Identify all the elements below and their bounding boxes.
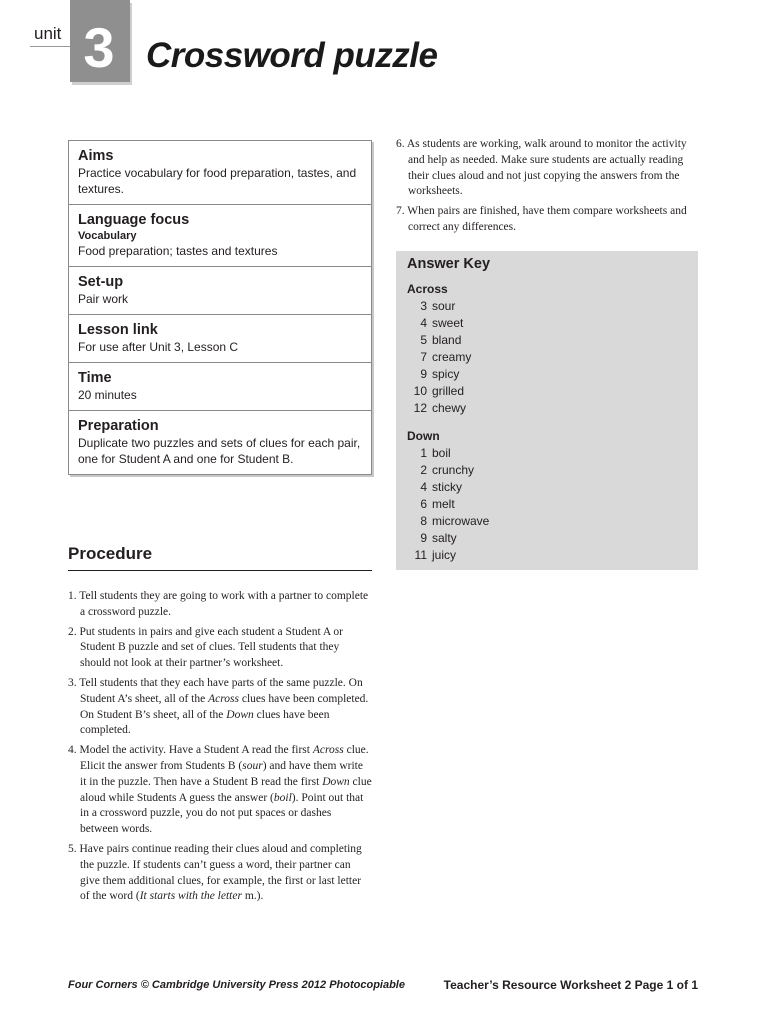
step-text: 7. When pairs are finished, have them compare worksheets and correct any differences. — [396, 205, 687, 233]
clue-number: 2 — [420, 463, 427, 477]
answer-word: bland — [432, 333, 462, 347]
preparation-section — [69, 411, 371, 474]
answer-word: juicy — [432, 548, 457, 562]
lesson-link-heading: Lesson link — [78, 322, 158, 338]
procedure-step — [68, 589, 372, 621]
answer-key-box — [396, 251, 698, 570]
preparation-heading: Preparation — [78, 418, 159, 434]
step-text: 6. As students are working, walk around to monitor the activity and help as needed. Make sure students are actually reading their clues aloud and not just copying the answers from the worksheets. — [396, 138, 687, 198]
clue-number: 3 — [420, 299, 427, 313]
down-heading: Down — [407, 429, 440, 443]
emphasis-text: sour — [242, 759, 263, 772]
procedure-steps-continued — [396, 137, 702, 240]
answer-word: crunchy — [432, 463, 475, 477]
answer-key-title: Answer Key — [407, 256, 491, 272]
answer-word: grilled — [432, 384, 465, 398]
step-text: ). Point out that in a crossword puzzle, you do not put spaces or dashes between words. — [80, 791, 364, 836]
answer-row — [407, 547, 607, 564]
answer-word: sticky — [432, 480, 462, 494]
clue-number: 4 — [420, 316, 427, 330]
setup-section — [69, 267, 371, 315]
procedure-step — [68, 625, 372, 672]
aims-heading: Aims — [78, 148, 114, 164]
across-answers — [407, 281, 607, 417]
answer-row — [407, 315, 607, 332]
step-text: 2. Put students in pairs and give each student a Student A or Student B puzzle and set of clues. Tell students that they should not look at their partner’s worksheet. — [68, 625, 344, 670]
footer-copyright: Four Corners © Cambridge University Press 2012 Photocopiable — [68, 979, 405, 991]
lesson-link-section — [69, 315, 371, 363]
answer-word: creamy — [432, 350, 472, 364]
emphasis-text: It starts with the letter — [139, 890, 242, 903]
procedure-heading: Procedure — [68, 544, 153, 563]
answer-row — [407, 383, 607, 400]
step-text: m.). — [241, 890, 264, 903]
clue-number: 8 — [420, 514, 427, 528]
answer-row — [407, 298, 607, 315]
procedure-step — [68, 676, 372, 739]
step-text: clues have been completed. On Student B’s sheet, all of the — [80, 692, 369, 721]
emphasis-text: Down — [226, 708, 254, 721]
answer-row — [407, 479, 607, 496]
down-list — [407, 445, 607, 564]
clue-number: 7 — [420, 350, 427, 364]
setup-text: Pair work — [78, 292, 129, 306]
step-text: ) and have them write it in the puzzle. Then have a Student B read the first — [80, 759, 363, 788]
time-text: 20 minutes — [78, 388, 137, 402]
step-text: clues have been completed. — [80, 708, 330, 737]
lesson-link-text: For use after Unit 3, Lesson C — [78, 340, 239, 354]
across-list — [407, 298, 607, 417]
procedure-steps — [68, 589, 372, 909]
step-text: 4. Model the activity. Have a Student A read the first — [68, 744, 313, 757]
down-answers — [407, 428, 607, 564]
answer-row — [407, 332, 607, 349]
step-text: clue. Elicit the answer from Students B ( — [80, 744, 369, 772]
aims-section — [69, 141, 371, 205]
answer-word: boil — [432, 446, 451, 460]
preparation-text: Duplicate two puzzles and sets of clues for each pair, one for Student A and one for Student B. — [78, 436, 361, 466]
step-text: clue aloud while Students A guess the answer ( — [80, 775, 372, 804]
language-focus-subheading: Vocabulary — [78, 230, 137, 242]
step-text: 3. Tell students that they each have parts of the same puzzle. On Student A’s sheet, all of the — [68, 676, 363, 705]
procedure-step — [68, 842, 372, 905]
clue-number: 5 — [420, 333, 427, 347]
step-text: 1. Tell students they are going to work with a partner to complete a crossword puzzle. — [68, 590, 369, 618]
clue-number: 9 — [420, 367, 427, 381]
step-text: 5. Have pairs continue reading their clues aloud and completing the puzzle. If students can’t guess a word, their partner can give them additional clues, for example, the first or last letter of the word ( — [68, 842, 362, 903]
answer-row — [407, 496, 607, 513]
answer-row — [407, 530, 607, 547]
answer-row — [407, 366, 607, 383]
unit-label: unit — [34, 24, 62, 43]
answer-row — [407, 462, 607, 479]
unit-rule — [30, 46, 70, 47]
clue-number: 9 — [420, 531, 427, 545]
clue-number: 10 — [413, 384, 427, 398]
clue-number: 4 — [420, 480, 427, 494]
procedure-divider — [68, 570, 372, 571]
answer-word: chewy — [432, 401, 467, 415]
answer-row — [407, 513, 607, 530]
clue-number: 11 — [414, 548, 427, 562]
answer-row — [407, 400, 607, 417]
language-focus-text: Food preparation; tastes and textures — [78, 244, 278, 258]
emphasis-text: boil — [273, 791, 292, 804]
page-title: Crossword puzzle — [146, 36, 438, 75]
answer-word: sour — [432, 299, 456, 313]
emphasis-text: Across — [208, 692, 239, 705]
emphasis-text: Down — [322, 775, 350, 788]
clue-number: 12 — [413, 401, 427, 415]
procedure-step — [68, 743, 372, 838]
unit-number: 3 — [83, 16, 115, 79]
answer-word: microwave — [432, 514, 490, 528]
procedure-step — [396, 204, 702, 236]
procedure-step — [396, 137, 702, 200]
across-heading: Across — [407, 282, 448, 296]
emphasis-text: Across — [312, 744, 344, 757]
language-focus-section — [69, 205, 371, 267]
footer-page-info: Teacher’s Resource Worksheet 2 Page 1 of 1 — [443, 978, 698, 992]
answer-word: sweet — [432, 316, 464, 330]
clue-number: 1 — [420, 446, 427, 460]
lesson-info-box — [68, 140, 372, 475]
setup-heading: Set-up — [78, 274, 124, 290]
time-section — [69, 363, 371, 411]
answer-word: melt — [432, 497, 455, 511]
aims-text: Practice vocabulary for food preparation, tastes, and textures. — [78, 166, 357, 196]
clue-number: 6 — [420, 497, 427, 511]
answer-word: spicy — [432, 367, 460, 381]
time-heading: Time — [78, 370, 112, 386]
answer-row — [407, 445, 607, 462]
answer-row — [407, 349, 607, 366]
answer-word: salty — [432, 531, 457, 545]
language-focus-heading: Language focus — [78, 212, 190, 228]
